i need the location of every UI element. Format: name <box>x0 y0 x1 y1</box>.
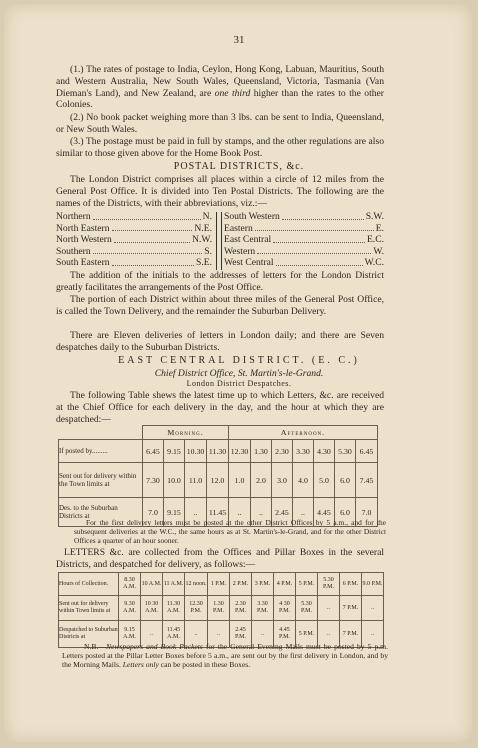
table-row <box>59 573 384 596</box>
table-cell: 7 P.M. <box>340 621 362 648</box>
district-abbr: N. <box>202 211 212 222</box>
paragraph-initials: The addition of the initials to the addresses of letters for the London District greatly facilitates the arrangements of the Post Office. <box>56 270 384 293</box>
paragraph-colonial-rates: (1.) The rates of postage to India, Ceylon, Hong Kong, Labuan, Mauritius, South and Western Australia, New South Wales, Queensland, Victoria, Tasmania (Van Dieman's Land), and New Zealand, are one third higher than the rates to the other Colonies. <box>56 64 384 111</box>
districts-right-column <box>224 211 384 269</box>
district-row <box>224 223 384 235</box>
leader-dots <box>93 211 201 220</box>
paragraph-town-delivery: The portion of each District within about three miles of the General Post Office, is called the Town Delivery, and the remainder the Suburban Delivery. <box>56 294 384 317</box>
leader-dots <box>276 257 363 266</box>
delivery-times-table <box>58 425 378 527</box>
table-cell: 9.15 <box>164 498 185 527</box>
table-cell: 7.0 <box>356 498 378 527</box>
district-name: Northern <box>56 211 91 222</box>
leader-dots <box>257 246 371 255</box>
district-name: South Eastern <box>56 257 110 269</box>
leader-dots <box>112 223 193 232</box>
district-abbr: N.W. <box>192 234 212 246</box>
district-abbr: S.E. <box>196 257 212 269</box>
emphasis-one-third: one third <box>214 87 251 99</box>
table-cell: 8.30 A.M. <box>119 573 141 596</box>
table-cell: 11.45 A.M. <box>163 621 185 648</box>
table-cell: .. <box>185 621 208 648</box>
header-blank-cell <box>59 426 143 440</box>
table-cell: 1.0 <box>229 463 251 498</box>
note-newspapers: N.B.—Newspapers and Book Packets for the General Evening Mails must be posted by 5 p.m. Letters posted at the Pillar Letter Boxes before 5 a.m., are sent out by the first delivery in London, and by the Morning Mails. Letters only can be posted in these Boxes. <box>62 642 388 670</box>
row-label: Sent out for delivery within Town limits at <box>59 596 119 621</box>
table-cell: 11.0 <box>185 463 207 498</box>
page-number: 31 <box>233 34 245 46</box>
row-label: Hours of Collection. <box>59 573 119 596</box>
district-abbr: S. <box>204 245 212 257</box>
table-cell: 2.0 <box>251 463 272 498</box>
table-cell: .. <box>318 621 340 648</box>
column-divider <box>216 212 222 270</box>
row-label: Des. to the Suburban Districts at <box>59 498 143 527</box>
table-cell: 3 P.M. <box>252 573 274 596</box>
note-district-offices: For the first delivery letters must be posted at the other District Offices by 5 a.m., and for the subsequent deliveries at the W.C., the same hours as at St. Martin's-le-Grand, and for the other District Offices a quarter of an hour sooner. <box>74 518 386 545</box>
table-cell: .. <box>208 621 230 648</box>
paragraph-table-intro: The following Table shews the latest time up to which Letters, &c. are received at the Chief Office for each delivery in the day, and the hour at which they are despatched:— <box>56 390 384 425</box>
district-row <box>56 223 212 235</box>
table-cell: .. <box>293 498 314 527</box>
table-cell: 4 P.M. <box>274 573 296 596</box>
table-cell: 5 P.M. <box>296 621 318 648</box>
leader-dots <box>93 246 203 255</box>
table-cell: 4.0 <box>293 463 314 498</box>
leader-dots <box>112 257 194 266</box>
table-cell: 5.30 P.M. <box>318 573 340 596</box>
table-cell: .. <box>252 621 274 648</box>
table-cell: 5 P.M. <box>296 573 318 596</box>
district-name: South Western <box>224 211 280 222</box>
table-cell: 7 P.M. <box>340 596 362 621</box>
table-header-row <box>59 426 378 440</box>
collection-times-table <box>58 572 384 648</box>
table-cell: 10 A.M. <box>141 573 163 596</box>
table-cell: 10.0 <box>164 463 185 498</box>
table-cell: 10 30 A.M. <box>141 596 163 621</box>
table-cell: 4.30 <box>314 440 335 463</box>
table-cell: 7.30 <box>143 463 164 498</box>
table-cell: 3.30 P.M. <box>252 596 274 621</box>
district-row <box>224 211 384 223</box>
district-abbr: E.C. <box>366 234 384 246</box>
table-cell: 6 P.M. <box>340 573 362 596</box>
table-cell: .. <box>362 621 384 648</box>
table-cell: 1.30 P.M. <box>208 596 230 621</box>
table-row <box>59 596 384 621</box>
table-cell: 2.30 <box>272 440 293 463</box>
table-cell: .. <box>362 596 384 621</box>
district-name: North Eastern <box>56 222 110 234</box>
district-row <box>56 246 212 258</box>
table-cell: 7.45 <box>356 463 378 498</box>
district-row <box>56 234 212 246</box>
table-cell: 1.30 <box>251 440 272 463</box>
table-cell: 10.30 <box>185 440 207 463</box>
district-row <box>224 257 384 269</box>
leader-dots <box>255 223 374 232</box>
table-cell: 9.15 <box>164 440 185 463</box>
paragraph-postage-stamps: (3.) The postage must be paid in full by stamps, and the other regulations are also similar to those given above for the Home Book Post. <box>56 136 384 159</box>
table-cell: 5.0 <box>314 463 335 498</box>
table-cell: 5.30 P.M. <box>296 596 318 621</box>
row-label: Despatched to Suburban Districts at <box>59 621 119 648</box>
table-cell: 9.30 A.M. <box>119 596 141 621</box>
table-cell: 12.30 <box>229 440 251 463</box>
table-cell: 4 30 P.M. <box>274 596 296 621</box>
table-cell: 12.30 P.M. <box>185 596 208 621</box>
table-cell: 6.0 <box>335 498 356 527</box>
district-row <box>224 234 384 246</box>
table-cell: 11.30 <box>207 440 229 463</box>
table-cell: 7.0 <box>143 498 164 527</box>
table-cell: .. <box>229 498 251 527</box>
table-cell: 4.45 <box>314 498 335 527</box>
despatches-subheading: London District Despatches. <box>186 379 292 388</box>
table-cell: 12.0 <box>207 463 229 498</box>
table-cell: 3.30 <box>293 440 314 463</box>
district-row <box>224 246 384 258</box>
leader-dots <box>273 234 365 243</box>
district-name: East Central <box>224 234 272 246</box>
table-cell: 12 noon. <box>185 573 208 596</box>
paragraph-deliveries: There are Eleven deliveries of letters in London daily; and there are Seven despatches daily to the Suburban Districts. <box>56 330 384 353</box>
district-name: Southern <box>56 245 91 257</box>
table-cell: 3.0 <box>272 463 293 498</box>
district-abbr: N.E. <box>194 222 212 234</box>
header-afternoon: Afternoon. <box>229 426 378 440</box>
leader-dots <box>282 211 364 220</box>
table-cell: .. <box>251 498 272 527</box>
table-cell: 2.45 <box>272 498 293 527</box>
district-row <box>56 211 212 223</box>
heading-postal-districts: POSTAL DISTRICTS, &c. <box>173 161 305 172</box>
table-row <box>59 440 378 463</box>
heading-east-central: EAST CENTRAL DISTRICT. (E. C.) <box>118 355 360 366</box>
table-cell: 11.30 A.M. <box>163 596 185 621</box>
leader-dots <box>114 234 190 243</box>
chief-office-line: Chief District Office, St. Martin's-le-Grand. <box>154 368 324 379</box>
district-name: West Central <box>224 257 274 269</box>
district-abbr: W. <box>373 245 384 257</box>
row-label: Sent out for delivery within the Town limits at <box>59 463 143 498</box>
header-morning: Morning. <box>143 426 229 440</box>
table-cell: 6.0 <box>335 463 356 498</box>
table-cell: 11 A.M. <box>163 573 185 596</box>
table-cell: .. <box>318 596 340 621</box>
table-cell: 11.45 <box>207 498 229 527</box>
table-cell: 9.0 P.M. <box>362 573 384 596</box>
paragraph-book-weight: (2.) No book packet weighing more than 3 lbs. can be sent to India, Queensland, or New South Wales. <box>56 112 384 135</box>
row-label: If posted by......... <box>59 440 143 463</box>
table-cell: 5.30 <box>335 440 356 463</box>
paragraph-collections: LETTERS &c. are collected from the Offices and Pillar Boxes in the several Districts, and despatched for delivery, as follows:— <box>56 547 384 570</box>
table-cell: 6.45 <box>143 440 164 463</box>
table-cell: 1 P.M. <box>208 573 230 596</box>
district-name: Eastern <box>224 222 253 234</box>
district-row <box>56 257 212 269</box>
district-name: Western <box>224 245 256 257</box>
district-abbr: E. <box>375 222 384 234</box>
paragraph-london-district: The London District comprises all places within a circle of 12 miles from the General Post Office. It is divided into Ten Postal Districts. The following are the names of the Districts, with their abbreviations, viz.:— <box>56 174 384 209</box>
districts-left-column <box>56 211 212 269</box>
table-cell: 9.15 A.M. <box>119 621 141 648</box>
table-cell: 4.45 P.M. <box>274 621 296 648</box>
district-abbr: W.C. <box>364 257 384 269</box>
table-cell: 2.45 P.M. <box>230 621 252 648</box>
table-row <box>59 463 378 498</box>
table-cell: .. <box>141 621 163 648</box>
district-abbr: S.W. <box>365 211 384 222</box>
table-cell: .. <box>185 498 207 527</box>
table-cell: 6.45 <box>356 440 378 463</box>
table-cell: 2.30 P.M. <box>230 596 252 621</box>
district-name: North Western <box>56 234 112 246</box>
table-cell: 2 P.M. <box>230 573 252 596</box>
